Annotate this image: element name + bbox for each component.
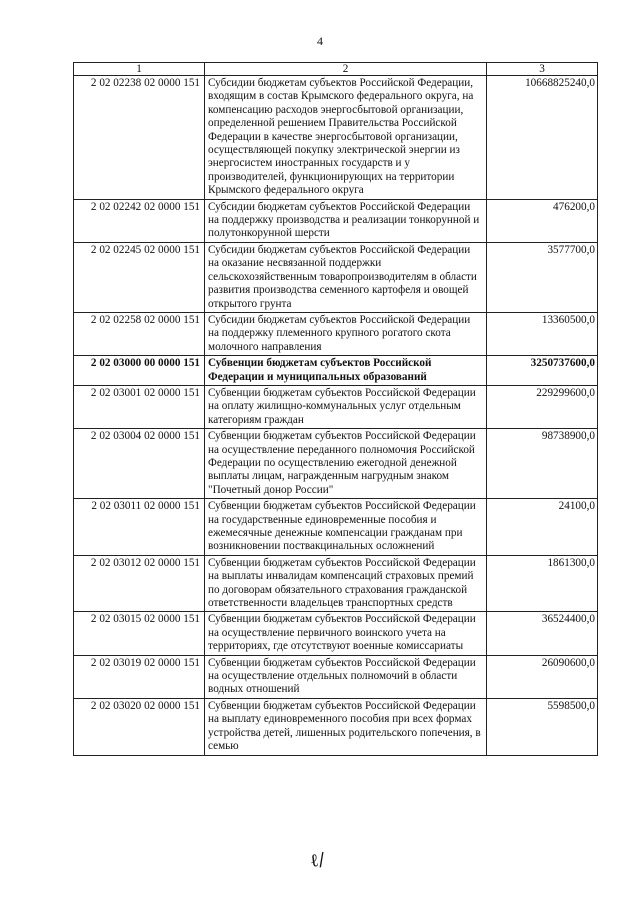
row-description: Субсидии бюджетам субъектов Российской Федерации, входящим в состав Крымского федерального округа, на компенсацию расходов энергосбытовой организации, определенной решением Правительства Российской Федерации в качестве энергосбытовой организации, осуществляющей покупку электрической энергии из энергосистем иностранных государств и у производителей, функционирующих на территории Крымского федерального округа: [205, 76, 487, 200]
table-row: [74, 242, 598, 312]
row-code: 2 02 02245 02 0000 151: [74, 242, 205, 312]
column-header-description: 2: [205, 63, 487, 76]
table-row: [74, 555, 598, 612]
row-code: 2 02 02258 02 0000 151: [74, 312, 205, 355]
row-description: Субвенции бюджетам субъектов Российской Федерации и муниципальных образований: [205, 356, 487, 386]
row-description: Субвенции бюджетам субъектов Российской Федерации на оплату жилищно-коммунальных услуг отдельным категориям граждан: [205, 385, 487, 428]
row-code: 2 02 03020 02 0000 151: [74, 698, 205, 755]
row-description: Субсидии бюджетам субъектов Российской Федерации на поддержку производства и реализации тонкорунной и полутонкорунной шерсти: [205, 199, 487, 242]
row-code: 2 02 02242 02 0000 151: [74, 199, 205, 242]
row-description: Субвенции бюджетам субъектов Российской Федерации на осуществление отдельных полномочий в области водных отношений: [205, 655, 487, 698]
row-amount: 3250737600,0: [487, 356, 598, 386]
row-description: Субвенции бюджетам субъектов Российской Федерации на осуществление первичного воинского учета на территориях, где отсутствуют военные комиссариаты: [205, 612, 487, 655]
table-row: [74, 76, 598, 200]
page-number: 4: [317, 34, 323, 48]
row-amount: 10668825240,0: [487, 76, 598, 200]
table-row: [74, 655, 598, 698]
row-code: 2 02 03012 02 0000 151: [74, 555, 205, 612]
row-amount: 1861300,0: [487, 555, 598, 612]
table-row: [74, 499, 598, 556]
handwritten-signature: ℓ∕: [308, 849, 327, 872]
row-description: Субвенции бюджетам субъектов Российской Федерации на государственные единовременные пособия и ежемесячные денежные компенсации гражданам при возникновении поствакцинальных осложнений: [205, 499, 487, 556]
table-row: [74, 385, 598, 428]
column-header-amount: 3: [487, 63, 598, 76]
table-row: [74, 612, 598, 655]
row-amount: 36524400,0: [487, 612, 598, 655]
table-row: [74, 312, 598, 355]
row-description: Субсидии бюджетам субъектов Российской Федерации на поддержку племенного крупного рогатого скота молочного направления: [205, 312, 487, 355]
row-amount: 476200,0: [487, 199, 598, 242]
table-row: [74, 429, 598, 499]
row-code: 2 02 02238 02 0000 151: [74, 76, 205, 200]
row-amount: 24100,0: [487, 499, 598, 556]
table-header-row: [74, 63, 598, 76]
row-code: 2 02 03011 02 0000 151: [74, 499, 205, 556]
table-row: [74, 199, 598, 242]
budget-table: [73, 62, 598, 756]
row-amount: 26090600,0: [487, 655, 598, 698]
row-code: 2 02 03004 02 0000 151: [74, 429, 205, 499]
row-description: Субвенции бюджетам субъектов Российской Федерации на выплаты инвалидам компенсаций страховых премий по договорам обязательного страхования гражданской ответственности владельцев транспортных средств: [205, 555, 487, 612]
row-description: Субвенции бюджетам субъектов Российской Федерации на выплату единовременного пособия при всех формах устройства детей, лишенных родительского попечения, в семью: [205, 698, 487, 755]
row-description: Субвенции бюджетам субъектов Российской Федерации на осуществление переданного полномочия Российской Федерации по осуществлению ежегодной денежной выплаты лицам, награжденным нагрудным знаком "Почетный донор России": [205, 429, 487, 499]
row-amount: 98738900,0: [487, 429, 598, 499]
row-code: 2 02 03000 00 0000 151: [74, 356, 205, 386]
row-amount: 13360500,0: [487, 312, 598, 355]
column-header-code: 1: [74, 63, 205, 76]
row-amount: 5598500,0: [487, 698, 598, 755]
row-description: Субсидии бюджетам субъектов Российской Федерации на оказание несвязанной поддержки сельскохозяйственным товаропроизводителям в области развития производства семенного картофеля и овощей открытого грунта: [205, 242, 487, 312]
row-code: 2 02 03015 02 0000 151: [74, 612, 205, 655]
table-row: [74, 698, 598, 755]
table-row: [74, 356, 598, 386]
row-code: 2 02 03001 02 0000 151: [74, 385, 205, 428]
row-amount: 3577700,0: [487, 242, 598, 312]
row-code: 2 02 03019 02 0000 151: [74, 655, 205, 698]
row-amount: 229299600,0: [487, 385, 598, 428]
